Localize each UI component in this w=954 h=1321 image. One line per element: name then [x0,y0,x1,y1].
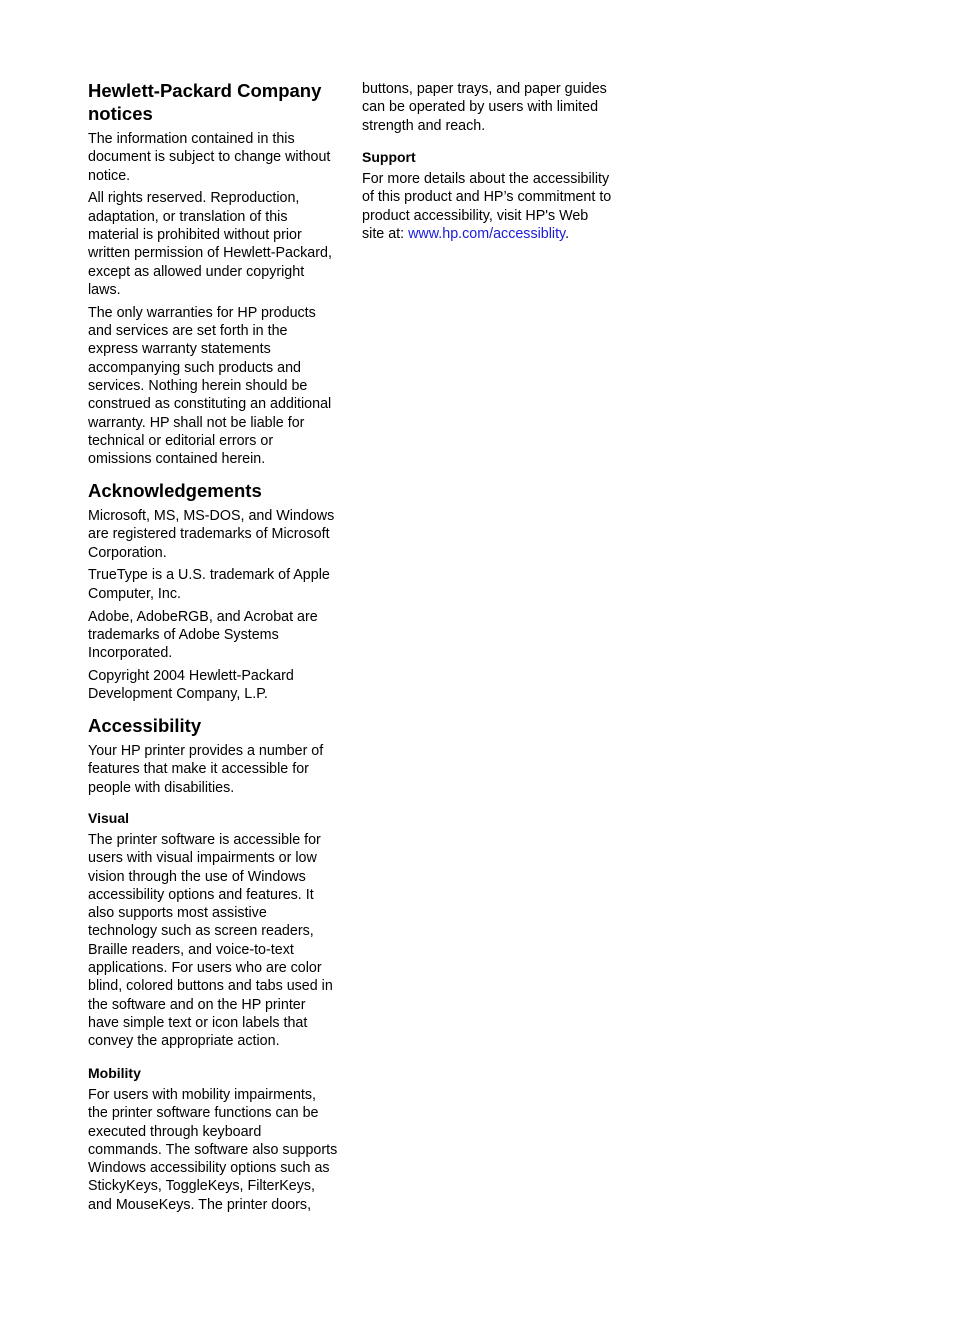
acknowledgements-paragraph-1: Microsoft, MS, MS-DOS, and Windows are registered trademarks of Microsoft Corporation. [88,508,335,561]
acknowledgements-paragraph-2: TrueType is a U.S. trademark of Apple Computer, Inc. [88,567,330,602]
acknowledgements-section [88,479,338,708]
visual-heading: Visual [88,810,129,826]
mobility-text-part1: For users with mobility impairments, the printer software functions can be executed through keyboard commands. The software also supports Windows accessibility options such as StickyKeys, ToggleKeys, FilterKeys, and MouseKeys. The printer doors, [88,1087,338,1213]
mobility-heading: Mobility [88,1065,141,1081]
mobility-subsection [88,1064,338,1219]
visual-text: The printer software is accessible for users with visual impairments or low vision through the use of Windows accessibility options and features. It also supports most assistive technology such as screen readers, Braille readers, and voice-to-text applications. For users who are color blind, colored buttons and tabs used in the software and on the HP printer have simple text or icon labels that convey the appropriate action. [88,832,333,1050]
accessibility-intro: Your HP printer provides a number of features that make it accessible for people with disabilities. [88,743,324,796]
support-end: . [565,225,570,242]
support-text: For more details about the accessibility of this product and HP’s commitment to product accessibility, visit HP's Web site at: [362,171,612,242]
accessibility-section [88,714,338,801]
hp-notices-paragraph-2: All rights reserved. Reproduction, adaptation, or translation of this material is prohibited without prior written permission of Hewlett-Packard, except as allowed under copyright laws. [88,190,332,298]
hp-notices-section [88,79,338,473]
accessibility-link[interactable]: www.hp.com/accessiblity [408,225,566,242]
acknowledgements-paragraph-3: Adobe, AdobeRGB, and Acrobat are trademarks of Adobe Systems Incorporated. [88,608,318,662]
mobility-text-part2: buttons, paper trays, and paper guides can be operated by users with limited strength and reach. [362,81,607,134]
accessibility-heading: Accessibility [88,715,202,736]
hp-notices-heading: Hewlett-Packard Company notices [88,80,322,124]
acknowledgements-paragraph-4: Copyright 2004 Hewlett-Packard Development Company, L.P. [88,668,294,703]
hp-notices-paragraph-1: The information contained in this document is subject to change without notice. [88,131,331,184]
acknowledgements-heading: Acknowledgements [88,480,262,501]
support-subsection [362,148,614,248]
mobility-continued [362,80,614,139]
visual-subsection [88,809,338,1055]
support-heading: Support [362,149,416,165]
hp-notices-paragraph-3: The only warranties for HP products and services are set forth in the express warranty statements accompanying such products and services. Nothing herein should be construed as constituting an additional warranty. HP shall not be liable for technical or editorial errors or omissions contained herein. [88,304,332,468]
support-paragraph [362,170,614,243]
